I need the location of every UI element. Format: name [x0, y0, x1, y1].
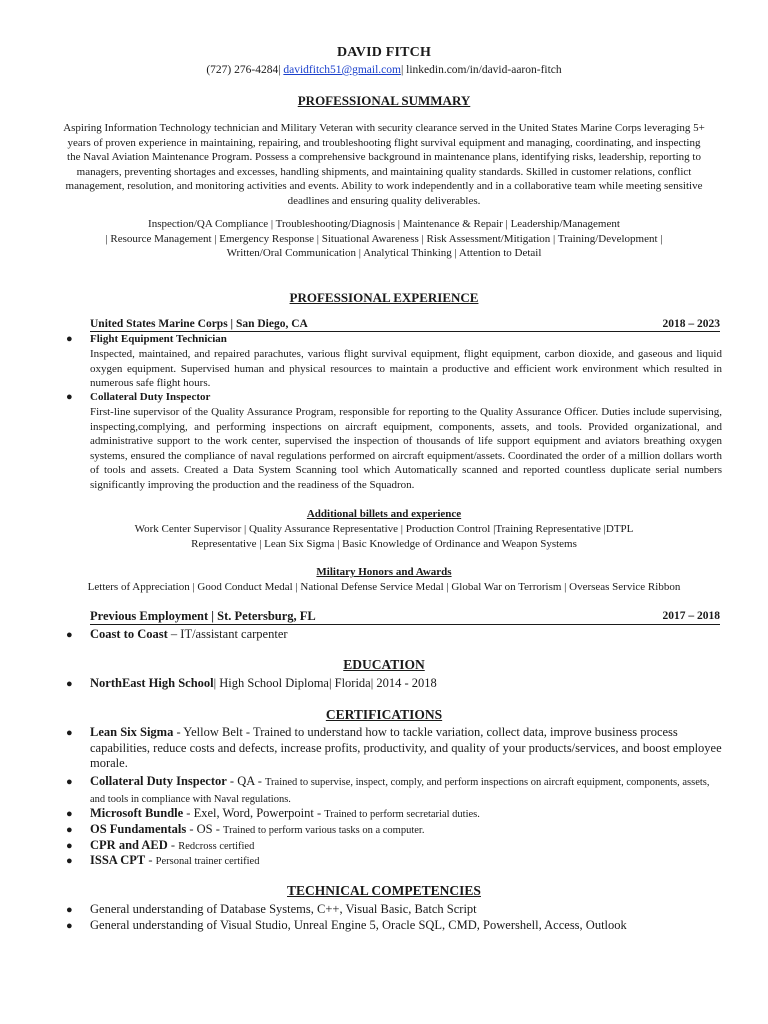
billets-line-2: Representative | Lean Six Sigma | Basic Knowledge of Ordinance and Weapon Systems — [191, 538, 577, 550]
bullet-icon: ● — [66, 855, 73, 867]
tech-item: General understanding of Visual Studio, Unreal Engine 5, Oracle SQL, CMD, Powershell, Access, Outlook — [90, 918, 627, 932]
email-link[interactable]: davidfitch51@gmail.com — [283, 64, 401, 76]
cert-detail: Redcross certified — [178, 841, 255, 852]
cert-desc: - OS - — [186, 822, 224, 836]
honors-heading: Military Honors and Awards — [316, 566, 452, 578]
employer-name: United States Marine Corps | San Diego, CA — [90, 318, 308, 330]
education-item — [90, 676, 724, 692]
cert-desc: - Exel, Word, Powerpoint - — [183, 806, 325, 820]
bullet-icon: ● — [66, 391, 73, 403]
bullet-icon: ● — [66, 920, 73, 932]
bullet-icon: ● — [66, 840, 73, 852]
tech-item: General understanding of Database Systems, C++, Visual Basic, Batch Script — [90, 902, 477, 916]
billets-line-1: Work Center Supervisor | Quality Assurance Representative | Production Control |Training Representative |DTPL — [134, 523, 634, 535]
role-title: Collateral Duty Inspector — [90, 391, 211, 403]
cert-desc: - QA - — [226, 774, 265, 788]
cert-detail: Trained to perform various tasks on a computer. — [223, 825, 425, 836]
cert-title: ISSA CPT — [90, 853, 146, 867]
cert-title: Microsoft Bundle — [90, 806, 184, 820]
bullet-icon: ● — [66, 727, 73, 739]
cert-desc: - — [167, 838, 179, 852]
cert-item — [90, 806, 724, 823]
skills-line-2: | Resource Management | Emergency Response | Situational Awareness | Risk Assessment/Mitigation | Training/Development | — [105, 233, 663, 245]
contact-line — [0, 64, 768, 76]
bullet-icon: ● — [66, 776, 73, 788]
bullet-icon: ● — [66, 333, 73, 345]
role-description: First-line supervisor of the Quality Assurance Program, responsible for reporting to the Quality Assurance Officer. Duties include supervising, inspecting,complying, and performing inspections on aircraft equipment, components, assets, and tools. Provided organizational, and administrative support to the work center, supervised the inspection of thousands of life support equipment and aviators breathing oxygen systems, ensured the compliance of naval regulations performed on aircraft equipment/assets. Coordinated the order of a million dollars worth of tools and assets. Created a Data System Scanning tool which Automatically scanned and reported countless duplicate serial numbers significantly improving the production and the readiness of the Squadron. — [90, 406, 722, 491]
cert-title: OS Fundamentals — [90, 822, 187, 836]
bullet-icon: ● — [66, 824, 73, 836]
cert-item — [90, 774, 724, 807]
experience-heading: PROFESSIONAL EXPERIENCE — [289, 290, 479, 305]
cert-title: Collateral Duty Inspector — [90, 774, 227, 788]
employer-name: Previous Employment | St. Petersburg, FL — [90, 609, 316, 623]
employment-years: 2017 – 2018 — [662, 610, 720, 622]
cert-item — [90, 725, 724, 772]
school-name: NorthEast High School — [90, 676, 214, 690]
role-description: Inspected, maintained, and repaired parachutes, various flight survival equipment, flight equipment, carbon dioxide, and gaseous and liquid oxygen equipment. Supervised human and physical resources to maintain a productive and efficient work environment which resulted in numerous safe flight hours. — [90, 348, 722, 390]
summary-text: Aspiring Information Technology technician and Military Veteran with security clearance served in the United States Marine Corps leveraging 5+ years of proven experience in maintaining, repairing, and troubleshooting flight survival equipment and managing, coordinating, and inspecting the Naval Aviation Maintenance Program. Possess a comprehensive background in maintenance plans, identifying risks, leadership, reporting to managers, preventing shortages and excesses, handling shipments, and maintaining quality standards. Skilled in customer relations, conflict management, resolution, and monitoring activities and events. Ability to work independently and in a collaborative team while meeting sensitive deadlines and ensuring quality deliverables. — [63, 122, 705, 207]
company-role: – IT/assistant carpenter — [167, 627, 288, 641]
cert-item — [90, 853, 724, 870]
cert-title: Lean Six Sigma — [90, 725, 174, 739]
bullet-icon: ● — [66, 904, 73, 916]
bullet-icon: ● — [66, 678, 73, 690]
technical-heading: TECHNICAL COMPETENCIES — [287, 883, 481, 898]
employer-row-usmc — [90, 317, 720, 332]
billets-heading: Additional billets and experience — [306, 508, 462, 520]
cert-desc: - Yellow Belt - Trained to understand how to tackle variation, collect data, improve business process capabilities, reduce costs and defects, increase profits, productivity, and quality of your products/services, and boost employee morale. — [90, 725, 722, 770]
cert-detail: Trained to perform secretarial duties. — [324, 809, 480, 820]
bullet-icon: ● — [66, 808, 73, 820]
school-details: | High School Diploma| Florida| 2014 - 2018 — [213, 676, 437, 690]
cert-detail: Personal trainer certified — [155, 856, 260, 867]
skills-line-3: Written/Oral Communication | Analytical Thinking | Attention to Detail — [226, 247, 542, 259]
employment-years: 2018 – 2023 — [662, 318, 720, 330]
honors-line: Letters of Appreciation | Good Conduct Medal | National Defense Service Medal | Global War on Terrorism | Overseas Service Ribbon — [87, 581, 681, 593]
employer-row-previous — [90, 609, 720, 625]
role-title: Flight Equipment Technician — [90, 333, 227, 345]
candidate-name: DAVID FITCH — [336, 45, 432, 60]
cert-detail: Trained to supervise, inspect, comply, and perform inspections on aircraft equipment, components, assets, and tools in compliance with Naval regulations. — [90, 777, 710, 805]
education-heading: EDUCATION — [343, 657, 425, 672]
cert-item — [90, 822, 724, 839]
linkedin-text: | linkedin.com/in/david-aaron-fitch — [400, 64, 562, 76]
skills-line-1: Inspection/QA Compliance | Troubleshooting/Diagnosis | Maintenance & Repair | Leadership/Management — [148, 218, 620, 230]
company-name: Coast to Coast — [90, 627, 168, 641]
phone-number: (727) 276-4284| — [206, 64, 281, 76]
previous-role — [90, 627, 724, 643]
certifications-heading: CERTIFICATIONS — [325, 707, 443, 722]
bullet-icon: ● — [66, 629, 73, 641]
cert-desc: - — [145, 853, 156, 867]
summary-heading: PROFESSIONAL SUMMARY — [297, 93, 471, 108]
cert-title: CPR and AED — [90, 838, 168, 852]
